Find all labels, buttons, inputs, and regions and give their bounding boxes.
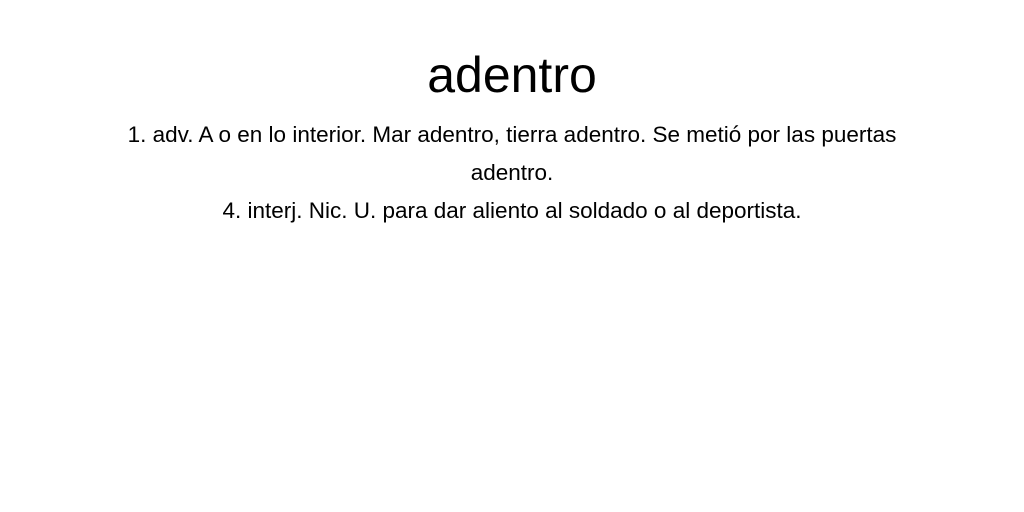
definition-list: [112, 116, 912, 230]
entry-headword: adentro: [427, 47, 597, 103]
definition-4: 4. interj. Nic. U. para dar aliento al soldado o al deportista.: [222, 198, 802, 223]
definition-1: 1. adv. A o en lo interior. Mar adentro, tierra adentro. Se metió por las puertas adentro.: [127, 122, 897, 185]
